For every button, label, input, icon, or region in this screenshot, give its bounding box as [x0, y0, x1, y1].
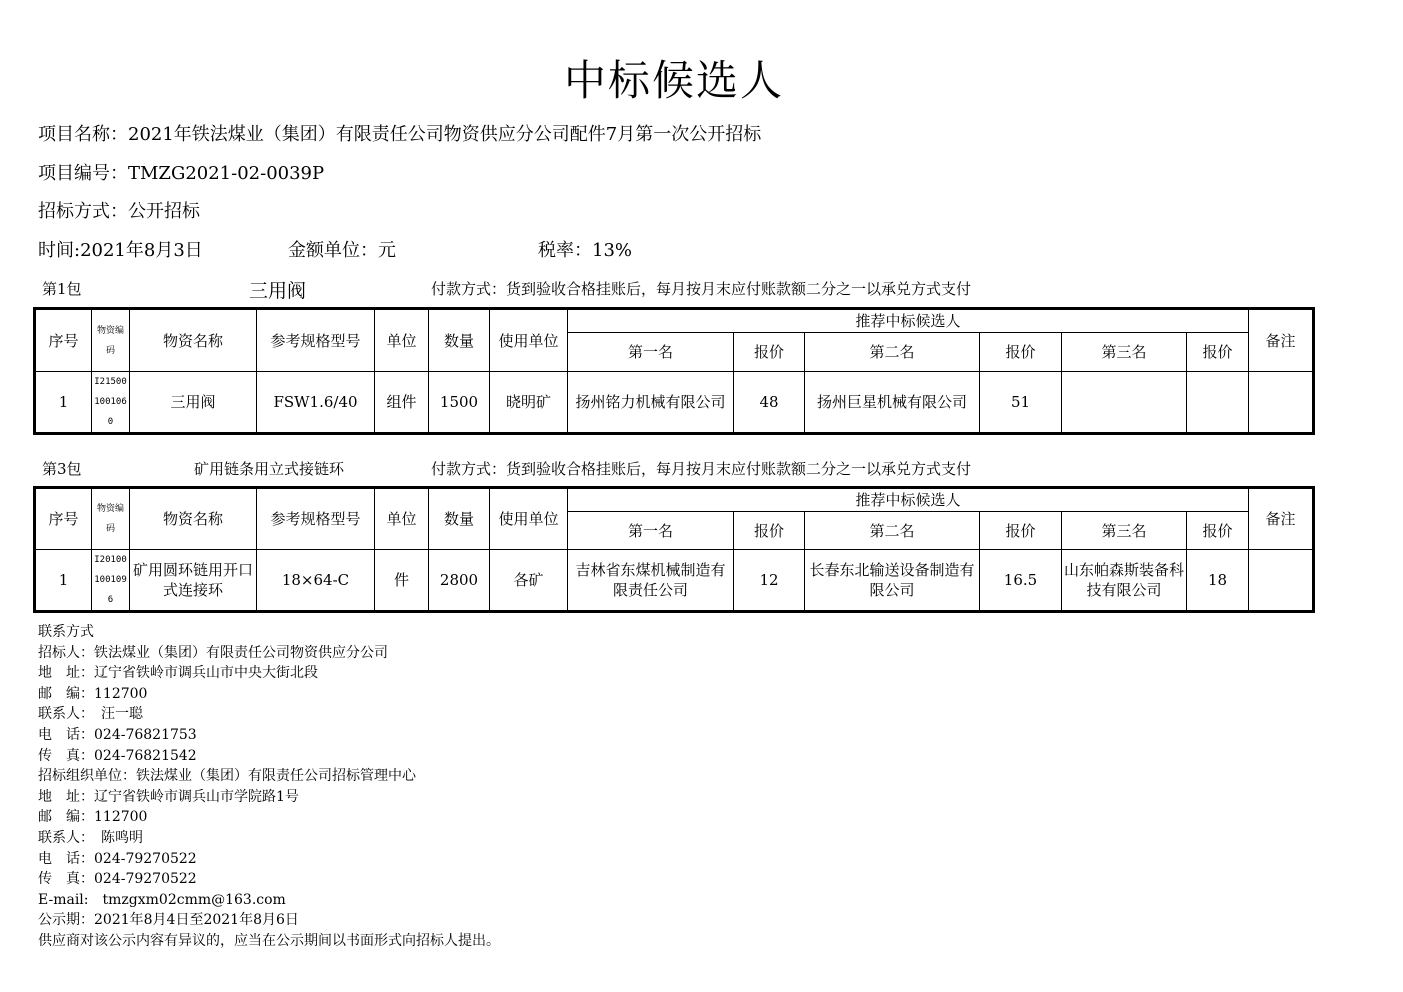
contact-line: 供应商对该公示内容有异议的，应当在公示期间以书面形式向招标人提出。: [38, 932, 500, 949]
package-label: 第3包: [42, 460, 82, 478]
bid-method-label: 招标方式：: [38, 201, 128, 222]
contact-line: 招标人：铁法煤业（集团）有限责任公司物资供应分公司: [38, 644, 388, 661]
project-code-label: 项目编号：: [38, 163, 128, 184]
package-name: 三用阀: [249, 280, 307, 302]
cell-spec: 18×64-C: [257, 550, 375, 612]
header-remark: 备注: [1249, 309, 1314, 372]
time-label: 时间:: [38, 240, 81, 261]
header-remark: 备注: [1249, 488, 1314, 550]
cell-user-unit: 各矿: [490, 550, 568, 612]
header-quantity: 数量: [429, 488, 490, 550]
header-material-name: 物资名称: [130, 309, 257, 372]
cell-material-code: I215001001060: [92, 372, 130, 434]
header-seq: 序号: [35, 488, 92, 550]
header-material-code: 物资编码: [92, 309, 130, 372]
header-price: 报价: [1187, 333, 1249, 372]
cell-second: 长春东北输送设备制造有限公司: [805, 550, 980, 612]
meta-line: [38, 236, 203, 262]
cell-price-3: [1187, 372, 1249, 434]
header-price: 报价: [734, 333, 805, 372]
contact-line: 招标组织单位：铁法煤业（集团）有限责任公司招标管理中心: [38, 768, 416, 785]
cell-seq: 1: [35, 372, 92, 434]
cell-remark: [1249, 550, 1314, 612]
header-material-code: 物资编码: [92, 488, 130, 550]
header-quantity: 数量: [429, 309, 490, 372]
header-user-unit: 使用单位: [490, 309, 568, 372]
header-first: 第一名: [568, 333, 734, 372]
cell-price-3: 18: [1187, 550, 1249, 612]
cell-material-name: 三用阀: [130, 372, 257, 434]
contact-line: 公示期：2021年8月4日至2021年8月6日: [38, 912, 299, 929]
contact-section: [38, 622, 500, 952]
cell-third: 山东帕森斯装备科技有限公司: [1062, 550, 1187, 612]
contact-line: 邮 编：112700: [38, 809, 148, 826]
candidate-table: [33, 307, 1315, 435]
project-name: 2021年铁法煤业（集团）有限责任公司物资供应分公司配件7月第一次公开招标: [128, 124, 762, 145]
cell-spec: FSW1.6/40: [257, 372, 375, 434]
tax-line: [538, 236, 632, 262]
header-third: 第三名: [1062, 512, 1187, 550]
header-price: 报价: [980, 512, 1062, 550]
project-code-line: [38, 159, 324, 185]
header-third: 第三名: [1062, 333, 1187, 372]
cell-price-2: 51: [980, 372, 1062, 434]
contact-heading: 联系方式: [38, 624, 94, 640]
tax-rate: 13%: [592, 240, 633, 261]
project-code: TMZG2021-02-0039P: [128, 163, 325, 184]
cell-price-1: 48: [734, 372, 805, 434]
cell-second: 扬州巨星机械有限公司: [805, 372, 980, 434]
cell-material-name: 矿用圆环链用开口式连接环: [130, 550, 257, 612]
cell-user-unit: 晓明矿: [490, 372, 568, 434]
cell-first: 扬州铭力机械有限公司: [568, 372, 734, 434]
contact-line: 电 话：024-79270522: [38, 850, 197, 867]
header-recommended: 推荐中标候选人: [568, 309, 1249, 333]
time-value: 2021年8月3日: [80, 240, 203, 261]
table-row: [35, 372, 1314, 434]
header-second: 第二名: [805, 512, 980, 550]
amount-unit-line: [288, 236, 396, 262]
email-line[interactable]: E-mail: tmzgxm02cmm@163.com: [38, 891, 286, 908]
header-unit: 单位: [375, 309, 429, 372]
header-unit: 单位: [375, 488, 429, 550]
bid-method: 公开招标: [128, 201, 200, 222]
contact-line: 传 真：024-79270522: [38, 871, 197, 888]
cell-unit: 件: [375, 550, 429, 612]
contact-line: 地 址：辽宁省铁岭市调兵山市学院路1号: [38, 788, 299, 805]
header-price: 报价: [1187, 512, 1249, 550]
contact-line: 联系人： 陈鸣明: [38, 829, 143, 846]
amount-unit-label: 金额单位：: [288, 240, 378, 261]
cell-third: [1062, 372, 1187, 434]
bid-method-line: [38, 197, 200, 223]
contact-line: 地 址：辽宁省铁岭市调兵山市中央大街北段: [38, 665, 318, 682]
header-second: 第二名: [805, 333, 980, 372]
header-spec: 参考规格型号: [257, 309, 375, 372]
header-seq: 序号: [35, 309, 92, 372]
project-name-label: 项目名称：: [38, 124, 128, 145]
cell-price-1: 12: [734, 550, 805, 612]
page-title: 中标候选人: [563, 56, 784, 105]
tax-label: 税率：: [538, 240, 592, 261]
contact-line: 电 话：024-76821753: [38, 726, 197, 743]
header-price: 报价: [734, 512, 805, 550]
payment-terms: 付款方式：货到验收合格挂账后，每月按月末应付账款额二分之一以承兑方式支付: [431, 280, 972, 298]
payment-terms: 付款方式：货到验收合格挂账后，每月按月末应付账款额二分之一以承兑方式支付: [431, 460, 972, 478]
cell-quantity: 1500: [429, 372, 490, 434]
contact-line: 邮 编：112700: [38, 685, 148, 702]
amount-unit: 元: [378, 240, 396, 261]
header-recommended: 推荐中标候选人: [568, 488, 1249, 512]
cell-first: 吉林省东煤机械制造有限责任公司: [568, 550, 734, 612]
cell-price-2: 16.5: [980, 550, 1062, 612]
contact-line: 联系人： 汪一聪: [38, 706, 143, 723]
package-name: 矿用链条用立式接链环: [194, 460, 345, 478]
header-first: 第一名: [568, 512, 734, 550]
candidate-table: [33, 486, 1315, 613]
cell-remark: [1249, 372, 1314, 434]
header-material-name: 物资名称: [130, 488, 257, 550]
package-label: 第1包: [42, 280, 82, 298]
contact-line: 传 真：024-76821542: [38, 747, 197, 764]
cell-quantity: 2800: [429, 550, 490, 612]
table-row: [35, 550, 1314, 612]
header-price: 报价: [980, 333, 1062, 372]
project-name-line: [38, 120, 761, 146]
cell-material-code: I201001001096: [92, 550, 130, 612]
header-spec: 参考规格型号: [257, 488, 375, 550]
cell-unit: 组件: [375, 372, 429, 434]
cell-seq: 1: [35, 550, 92, 612]
header-user-unit: 使用单位: [490, 488, 568, 550]
